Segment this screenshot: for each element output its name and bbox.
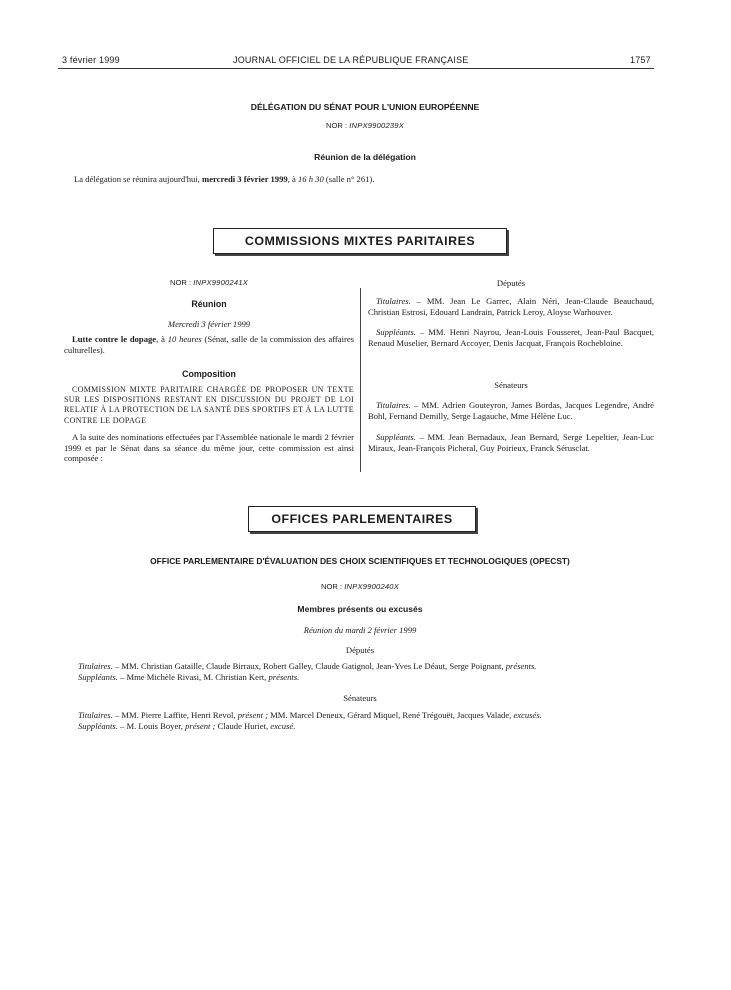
- cmp-senateurs-suppleants: Suppléants. – MM. Jean Bernadaux, Jean Bernard, Serge Lepeltier, Jean-Luc Miraux, Jean-François Picheral, Guy Poirieux, Franck Sérusclat.: [368, 432, 654, 453]
- cmp-composition-title: COMMISSION MIXTE PARITAIRE CHARGÉE DE PROPOSER UN TEXTE SUR LES DISPOSITIONS RESTANT EN DISCUSSION DU PROJET DE LOI RELATIF À LA PROTECTION DE LA SANTÉ DES SPORTIFS ET À LA LUTTE CONTRE LE DOPAGE: [64, 385, 354, 425]
- delegation-nor: [100, 121, 630, 130]
- cmp-composition-text: A la suite des nominations effectuées par l'Assemblée nationale le mardi 2 février 1999 et par le Sénat dans sa séance du même jour, cette commission est ainsi composée :: [64, 432, 354, 464]
- office-senateurs-titulaires: Titulaires. – MM. Pierre Laffite, Henri Revol, présent ; MM. Marcel Deneux, Gérard Miquel, René Trégouët, Jacques Valade, excusés.: [78, 710, 542, 720]
- delegation-title: DÉLÉGATION DU SÉNAT POUR L'UNION EUROPÉENNE: [250, 102, 480, 112]
- office-title: OFFICE PARLEMENTAIRE D'ÉVALUATION DES CHOIX SCIENTIFIQUES ET TECHNOLOGIQUES (OPECST): [150, 556, 570, 566]
- header-date: 3 février 1999: [62, 55, 120, 65]
- nor-label: NOR :: [321, 582, 343, 591]
- cmp-senateurs-titulaires: Titulaires. – MM. Adrien Gouteyron, James Bordas, Jacques Legendre, André Bohl, Fernand Demilly, Serge Lagauche, Mme Hélène Luc.: [368, 400, 654, 421]
- nor-label: NOR :: [326, 121, 348, 130]
- cmp-composition-heading: Composition: [182, 369, 236, 379]
- cmp-deputes-suppleants: Suppléants. – MM. Henri Nayrou, Jean-Louis Fousseret, Jean-Paul Bacquet, Renaud Muselier, Bernard Accoyer, Denis Jacquat, François Rochebloine.: [368, 327, 654, 348]
- cmp-section-title: COMMISSIONS MIXTES PARITAIRES: [213, 228, 507, 254]
- cmp-reunion-heading: Réunion: [191, 299, 227, 309]
- cmp-reunion-date: Mercredi 3 février 1999: [167, 319, 251, 329]
- office-deputes-titulaires: Titulaires. – MM. Christian Gataille, Claude Birraux, Robert Galley, Claude Gatignol, Jean-Yves Le Déaut, Serge Poignant, présents.: [78, 661, 537, 671]
- nor-label: NOR :: [170, 278, 192, 287]
- cmp-reunion-text: Lutte contre le dopage, à 10 heures (Sénat, salle de la commission des affaires culturelles).: [64, 334, 354, 355]
- nor-code: INPX9900241X: [193, 278, 248, 287]
- header-page-number: 1757: [630, 55, 651, 65]
- office-nor: [60, 582, 660, 591]
- delegation-text: La délégation se réunira aujourd'hui, mercredi 3 février 1999, à 16 h 30 (salle n° 261).: [74, 174, 375, 184]
- office-senateurs-suppleants: Suppléants. – M. Louis Boyer, présent ; Claude Huriet, excusé.: [78, 721, 296, 731]
- cmp-nor: [64, 278, 354, 287]
- header-rule: [58, 68, 654, 69]
- column-divider: [360, 288, 361, 472]
- offices-section-title: OFFICES PARLEMENTAIRES: [248, 506, 476, 532]
- office-deputes-suppleants: Suppléants. – Mme Michèle Rivasi, M. Christian Kert, présents.: [78, 672, 300, 682]
- nor-code: INPX9900240X: [344, 582, 399, 591]
- cmp-deputes-titulaires: Titulaires. – MM. Jean Le Garrec, Alain Néri, Jean-Claude Beauchaud, Christian Estrosi, Edouard Landrain, Patrick Leroy, Aloyse Warhouver.: [368, 296, 654, 317]
- delegation-subtitle: Réunion de la délégation: [314, 152, 416, 162]
- office-membres-heading: Membres présents ou excusés: [297, 604, 423, 614]
- cmp-deputes-heading: Députés: [496, 278, 526, 288]
- cmp-senateurs-heading: Sénateurs: [494, 380, 528, 390]
- nor-code: INPX9900239X: [349, 121, 404, 130]
- office-senateurs-heading: Sénateurs: [343, 693, 377, 703]
- office-reunion-date: Réunion du mardi 2 février 1999: [303, 625, 417, 635]
- office-deputes-heading: Députés: [345, 645, 375, 655]
- header-journal-title: JOURNAL OFFICIEL DE LA RÉPUBLIQUE FRANÇAISE: [233, 55, 469, 65]
